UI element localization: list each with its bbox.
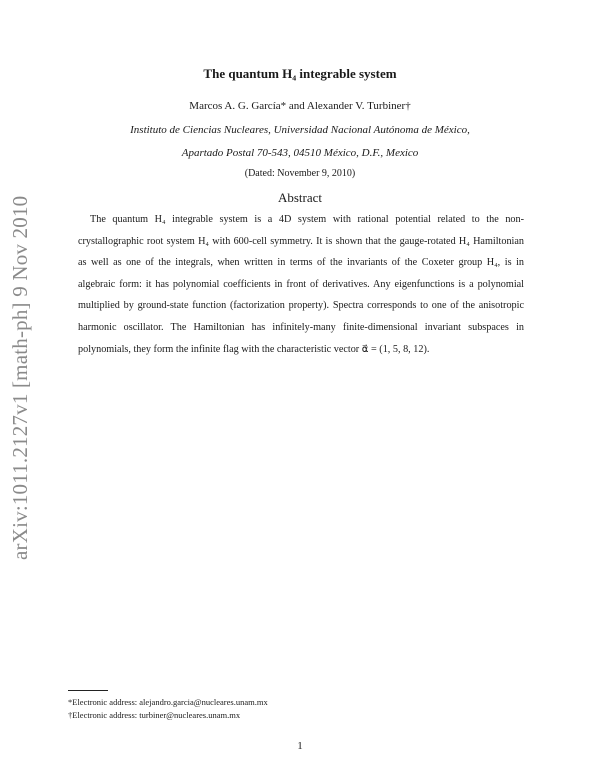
date-line: (Dated: November 9, 2010): [244, 168, 356, 179]
footnote-rule: [68, 690, 108, 691]
page-number: 1: [297, 740, 303, 752]
abstract-body: [78, 209, 524, 360]
affiliation-line-1: Instituto de Ciencias Nucleares, Universidad Nacional Autónoma de México,: [130, 124, 470, 136]
footnote-2: †Electronic address: turbiner@nucleares.unam.mx: [68, 710, 241, 720]
abstract-text: The quantum H₄ integrable system is a 4D system with rational potential related to the non-crystallographic root system H₄ with 600-cell symmetry. It is shown that the gauge-rotated H₄ Hamiltonian as well as one of the integrals, when written in terms of the invariants of the Coxeter group H₄, is in algebraic form: it has polynomial coefficients in front of derivatives. Any eigenfunctions is a polynomial multiplied by ground-state function (factorization property). Spectra corresponds to one of the anisotropic harmonic oscillator. The Hamiltonian has infinitely-many finite-dimensional invariant subspaces in polynomials, they form the infinite flag with the characteristic vector α⃗ = (1, 5, 8, 12).: [78, 214, 524, 355]
paper-title: The quantum H₄ integrable system: [203, 66, 397, 81]
abstract-heading: Abstract: [277, 190, 323, 205]
affiliation-line-2: Apartado Postal 70-543, 04510 México, D.F., Mexico: [181, 147, 419, 159]
footnote-1: *Electronic address: alejandro.garcia@nucleares.unam.mx: [68, 697, 268, 707]
authors: Marcos A. G. García* and Alexander V. Turbiner†: [189, 100, 411, 112]
arxiv-identifier: arXiv:1011.2127v1 [math-ph] 9 Nov 2010: [8, 195, 32, 560]
